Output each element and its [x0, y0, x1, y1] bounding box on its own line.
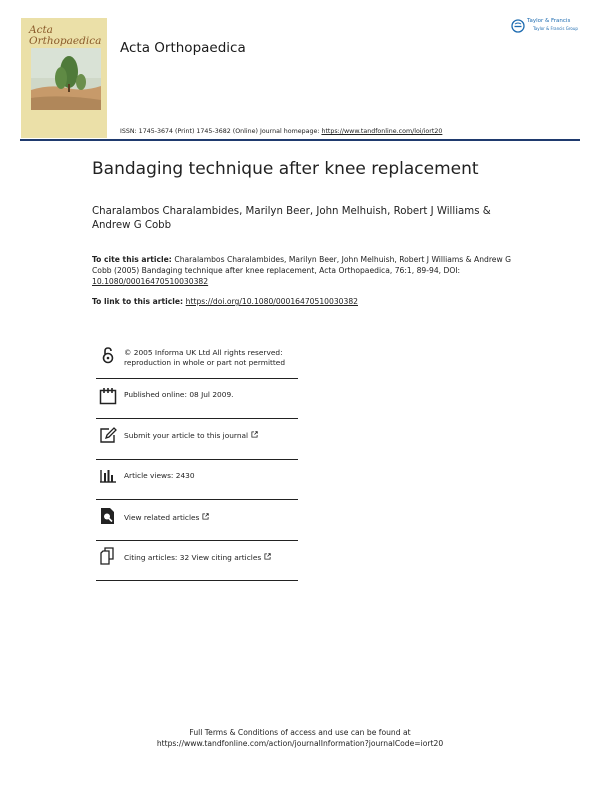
- calendar-icon: [99, 387, 117, 405]
- journal-name: Acta Orthopaedica: [120, 40, 246, 56]
- edit-icon: [99, 426, 117, 444]
- article-link-label: To link to this article:: [92, 297, 186, 306]
- row-divider: [96, 459, 298, 460]
- footer-journal-link[interactable]: https://www.tandfonline.com/action/journalInformation?journalCode=iort20: [156, 739, 444, 748]
- citing-articles-icon: [99, 547, 117, 565]
- citation-doi-link[interactable]: 10.1080/00016470510030382: [92, 277, 209, 286]
- submit-article-link[interactable]: Submit your article to this journal: [124, 431, 249, 440]
- row-divider: [96, 540, 298, 541]
- issn-text: ISSN: 1745-3674 (Print) 1745-3682 (Online) Journal homepage:: [120, 128, 322, 135]
- published-online-text: Published online: 08 Jul 2009.: [124, 390, 234, 399]
- related-articles-link[interactable]: View related articles: [124, 513, 200, 522]
- citation-label: To cite this article:: [92, 255, 175, 264]
- external-link-icon: [264, 553, 271, 560]
- article-link-line: [92, 297, 358, 306]
- row-divider: [96, 499, 298, 500]
- footer: [0, 727, 600, 749]
- article-views-text: Article views: 2430: [124, 471, 195, 480]
- article-title: Bandaging technique after knee replacement: [92, 159, 479, 179]
- row-divider: [96, 378, 298, 379]
- journal-cover-image: [21, 18, 107, 138]
- open-access-icon: [99, 346, 117, 364]
- publisher-logo-line2: Taylor & Francis Group: [533, 26, 578, 31]
- footer-terms-text: Full Terms & Conditions of access and use can be found at: [189, 728, 411, 737]
- issn-line: [120, 128, 442, 135]
- external-link-icon: [202, 513, 209, 520]
- publisher-logo[interactable]: [511, 17, 591, 39]
- copyright-line2: reproduction in whole or part not permitted: [124, 358, 286, 367]
- row-divider: [96, 580, 298, 581]
- copyright-line1: © 2005 Informa UK Ltd All rights reserved:: [124, 348, 283, 357]
- bar-chart-icon: [99, 466, 117, 484]
- external-link-icon: [251, 431, 258, 438]
- article-doi-link[interactable]: https://doi.org/10.1080/00016470510030382: [185, 297, 358, 306]
- cover-title: Acta Orthopaedica: [29, 24, 102, 47]
- citing-articles-link[interactable]: Citing articles: 32 View citing articles: [124, 553, 262, 562]
- article-authors: Charalambos Charalambides, Marilyn Beer, John Melhuish, Robert J Williams & Andrew G Cobb: [92, 206, 491, 231]
- publisher-logo-icon: [511, 19, 525, 33]
- journal-homepage-link[interactable]: https://www.tandfonline.com/loi/iort20: [321, 128, 443, 135]
- row-divider: [96, 418, 298, 419]
- header-rule: [20, 139, 580, 141]
- search-document-icon: [99, 507, 117, 525]
- citation-block: [92, 254, 522, 287]
- publisher-logo-line1: Taylor & Francis: [527, 18, 571, 24]
- citation-text: Charalambos Charalambides, Marilyn Beer, John Melhuish, Robert J Williams & Andrew G Cobb (2005) Bandaging technique after knee replacement, Acta Orthopaedica, 76:1, 89-94, DOI:: [92, 255, 511, 275]
